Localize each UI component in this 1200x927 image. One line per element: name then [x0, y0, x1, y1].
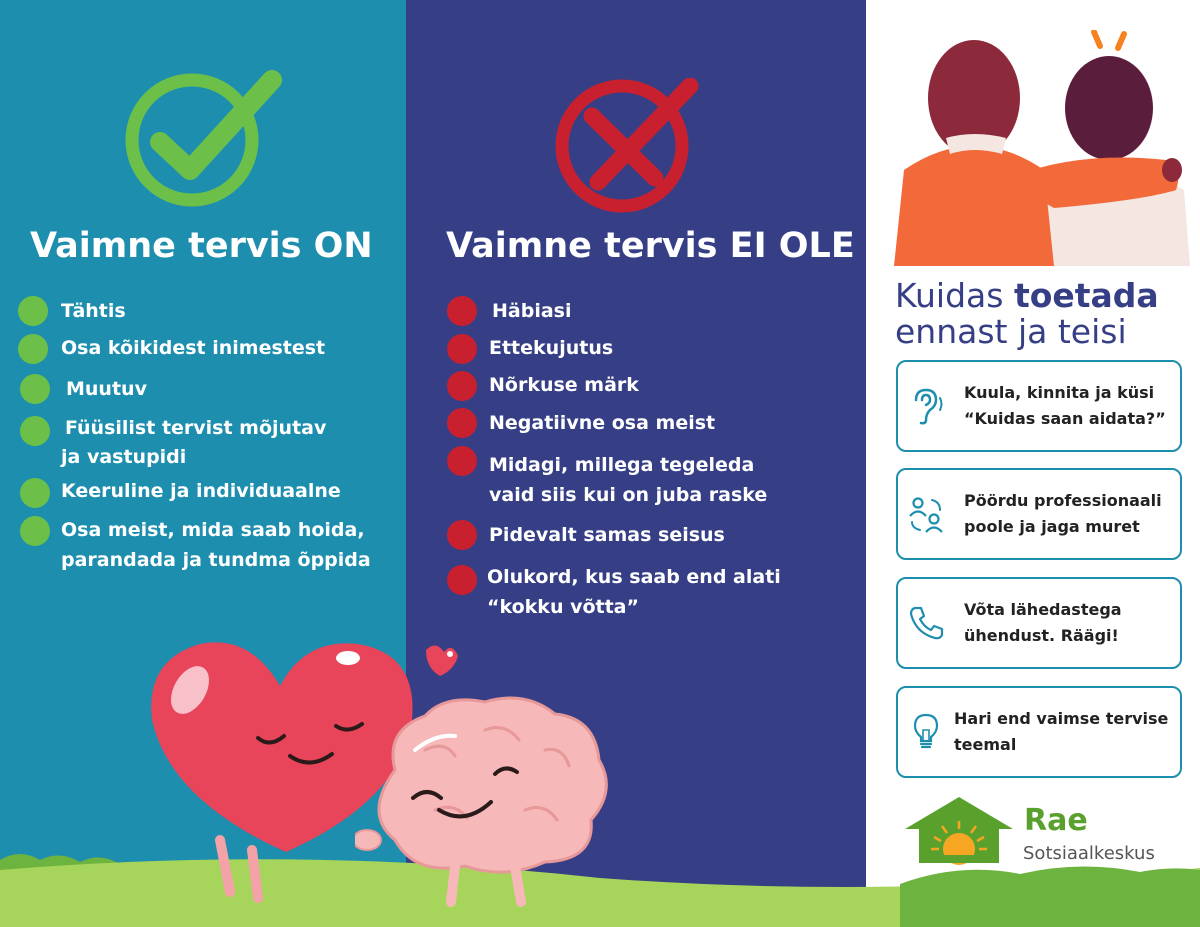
- list-item: Negatiivne osa meist: [489, 412, 716, 434]
- people-exchange-icon: [906, 494, 946, 534]
- card-line: poole ja jaga muret: [964, 517, 1140, 536]
- phone-icon: [906, 603, 946, 643]
- list-item: Olukord, kus saab end alati: [487, 566, 781, 588]
- support-title-line2: ennast ja teisi: [895, 312, 1127, 351]
- card-line: Pöördu professionaali: [964, 491, 1162, 510]
- card-line: “Kuidas saan aidata?”: [964, 409, 1166, 428]
- bullet-dot: [447, 296, 477, 326]
- logo-subtitle: Sotsiaalkeskus: [1023, 843, 1155, 864]
- list-item: Füüsilist tervist mõjutav: [65, 417, 327, 439]
- friends-hugging-illustration: [894, 30, 1194, 266]
- ei-heading: Vaimne tervis EI OLE: [446, 226, 855, 266]
- support-title-part: Kuidas: [895, 276, 1014, 315]
- bullet-dot: [18, 296, 48, 326]
- list-item: Nõrkuse märk: [489, 374, 639, 396]
- ear-icon: [906, 386, 946, 426]
- lightbulb-icon: [906, 712, 946, 752]
- card-line: ühendust. Räägi!: [964, 626, 1119, 645]
- support-card-learn: [896, 686, 1182, 778]
- brain-character-illustration: [355, 690, 625, 915]
- support-card-talk: [896, 577, 1182, 669]
- card-line: Hari end vaimse tervise: [954, 709, 1169, 728]
- card-text: [964, 597, 1122, 649]
- list-item-cont: parandada ja tundma õppida: [61, 549, 371, 571]
- checkmark-icon: [122, 70, 282, 210]
- list-item: Osa meist, mida saab hoida,: [61, 519, 365, 541]
- list-item: Ettekujutus: [489, 337, 614, 359]
- list-item: Pidevalt samas seisus: [489, 524, 725, 546]
- bullet-dot: [20, 516, 50, 546]
- card-text: [954, 706, 1168, 758]
- bullet-dot: [20, 478, 50, 508]
- bullet-dot: [447, 408, 477, 438]
- card-line: teemal: [954, 735, 1017, 754]
- card-text: [964, 380, 1166, 432]
- list-item: Osa kõikidest inimestest: [61, 337, 326, 359]
- card-line: Võta lähedastega: [964, 600, 1122, 619]
- bullet-dot: [447, 565, 477, 595]
- list-item: Muutuv: [66, 378, 147, 400]
- bullet-dot: [447, 334, 477, 364]
- list-item-cont: ja vastupidi: [61, 446, 187, 468]
- logo-name: Rae: [1024, 803, 1088, 838]
- support-card-professional: [896, 468, 1182, 560]
- cross-icon: [550, 78, 700, 218]
- card-text: [964, 488, 1162, 540]
- list-item: Keeruline ja individuaalne: [61, 480, 341, 502]
- list-item: Häbiasi: [492, 300, 572, 322]
- support-card-listen: [896, 360, 1182, 452]
- bullet-dot: [20, 416, 50, 446]
- bullet-dot: [447, 520, 477, 550]
- support-title-emphasis: toetada: [1013, 276, 1159, 315]
- list-item: Tähtis: [61, 300, 126, 322]
- support-title: [895, 278, 1159, 350]
- bullet-dot: [447, 371, 477, 401]
- list-item-cont: “kokku võtta”: [487, 596, 639, 618]
- on-heading: Vaimne tervis ON: [30, 226, 373, 266]
- bullet-dot: [20, 374, 50, 404]
- list-item: Midagi, millega tegeleda: [489, 454, 755, 476]
- card-line: Kuula, kinnita ja küsi: [964, 383, 1155, 402]
- bullet-dot: [18, 334, 48, 364]
- bullet-dot: [447, 446, 477, 476]
- list-item-cont: vaid siis kui on juba raske: [489, 484, 768, 506]
